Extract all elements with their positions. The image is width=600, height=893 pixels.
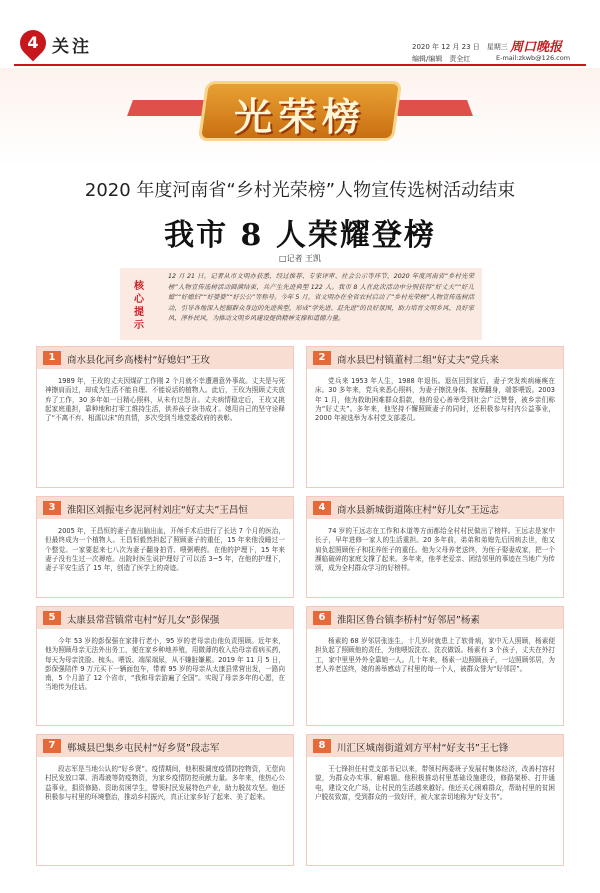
story-number: 4 [313,501,331,515]
core-tips-label: 核心提示 [134,281,144,331]
story-head [307,607,563,629]
story-head [37,735,293,757]
story-body: 2005 年，王昌恒的妻子查出脑出血，开颅手术后进行了长达 7 个月的医治，但最终成为一个植物人。王昌恒毅然担起了照顾妻子的重任，15 年来他没睡过一个整觉。一家要起来七八次为妻子翻身拍背、喂粥喂药。在他的护理下，15 年来妻子没有生过一次褥疮。出院时医生说护理好了可以活 3~5 年，在他的护理下，妻子平安生活了 15 年，创造了医学上的奇迹。 [45,527,285,573]
story-title: 郸城县巴集乡屯民村“好乡贤”段志军 [67,743,220,754]
story-head [37,497,293,519]
glory-title: 光荣榜 [233,94,366,139]
story-head [37,347,293,369]
story-title: 淮阳区刘振屯乡泥河村刘庄“好丈夫”王昌恒 [67,505,248,516]
core-tips-text: 12 月 21 日，记者从市文明办获悉，经过推荐、专家评审、社会公示等环节，2020 年度河南省“乡村光荣榜”人物宣传选树活动圆满结束，共产生先进典型 122 人。我市 8 人在此次活动中分别获得“好丈夫”“好儿媳”“好媳妇”“好婆婆”“好公公”等称号。今年 5 月，省文明办在全省农村启动了“乡村光荣榜”人物宣传选树活动，引导各地深入挖掘群众身边的先进典型，形成“学先进、赶先进”的良好氛围，助力培育文明乡风、良好家风、淳朴民风，为推动文明乡风建设提供精神支撑和道德力量。 [168,273,474,322]
story-card-8 [306,734,564,866]
story-body: 今年 53 岁的彭保强在家排行老小，95 岁的老母亲由他负责照顾。近年来，他为照顾母亲无法外出务工，便在家乡种地养殖，用微薄的收入给母亲看病买药，每天为母亲洗脸、梳头、喂饭、端屎端尿，从不嫌脏嫌累。2019 年 11 月 5 日，彭保强陪伴 9 万元买下一辆面包车，带着 95 岁的母亲从太康县常营出发，一路向南，5 个月游了 12 个省市，“我和母亲游遍了全国”。实现了母亲多年的心愿，在当地传为佳话。 [45,637,285,692]
email-address: E-mail:zkwb@126.com [496,54,571,62]
editor-line: 编辑/编辑 责全红 [412,55,471,63]
story-head [307,497,563,519]
story-number: 6 [313,611,331,625]
story-card-5 [36,606,294,726]
ribbon-right [392,100,473,116]
byline: □记者 王凯 [278,254,322,263]
story-card-3 [36,496,294,598]
page-number: 4 [27,33,39,52]
story-title: 川汇区城南街道刘方平村“好支书”王七锋 [337,743,509,754]
story-title: 淮阳区鲁台镇李桥村“好邻居”杨素 [337,615,480,626]
story-number: 3 [43,501,61,515]
headline: 我市 8 人荣耀登榜 [164,218,436,253]
glory-banner [205,80,395,144]
paper-logo: 周口晚报 [510,40,563,55]
story-body: 杨素的 68 岁邻居张连生，十几岁时就患上了软骨病，家中无人照顾，杨素便担负起了照顾他的责任，为他喂饭洗衣、洗衣做饭。杨素有 3 个孩子，丈夫在外打工，家中里里外外全靠她一人。几十年来，杨素一边照顾孩子，一边照顾邻居，为老人养老送终，她的善举感动了村里的每一个人，被群众誉为“好邻居”。 [315,637,555,673]
story-title: 商水县化河乡高楼村“好媳妇”王玫 [67,355,210,366]
story-number: 8 [313,739,331,753]
story-card-7 [36,734,294,866]
story-title: 商水县巴村镇董村二组“好丈夫”党兵来 [337,355,499,366]
story-body: 74 岁的王远志在工作和本道等方面都给全村村民做出了榜样。王远志是家中长子，早年进修一家人的生活重担。20 多年前，弟弟和弟媳先后因病去世，他又肩负起照顾侄子和抚养侄子的重任。他为父母养老送终，为侄子娶妻成家，把一个濒临破碎的家庭支撑了起来。多年来，他孝老爱亲、团结邻里的事迹在当地广为传颂，成为全村群众学习的好榜样。 [315,527,555,573]
subtitle: 2020 年度河南省“乡村光荣榜”人物宣传选树活动结束 [84,180,516,201]
story-body: 王七锋担任村党支部书记以来，带领村两委班子发展村集体经济，改善村容村貌，为群众办实事、解难题。他积极推动村里基础设施建设，修路架桥、打井通电，建设文化广场，让村民的生活越来越好。他还关心困难群众，帮助村里的贫困户脱贫致富，受到群众的一致好评，被大家亲切地称为“好支书”。 [315,765,555,801]
story-card-2 [306,346,564,488]
story-body: 党兵来 1953 年人生，1988 年退伍。退伍回到家后，妻子突发疾病瘫痪在床。30 多年来，党兵来悉心照料，为妻子擦洗身体、按摩翻身，端茶喂饭。2003 年 1 月，他为救助困难群众捐款，他的爱心善举受到社会广泛赞誉，被乡亲们称为“好丈夫”。多年来，他坚持不懈照顾妻子的同时，还积极参与村内公益事业，2000 年被选举为本村党支部委员。 [315,377,555,423]
story-body: 段志军是当地公认的“好乡贤”。疫情期间，他积极调度疫情防控物资，无偿向村民发放口罩、消毒液等防疫物资，为家乡疫情防控贡献力量。多年来，他热心公益事业，捐资修路、资助贫困学生，带领村民发展特色产业，助力脱贫攻坚。他还积极参与村里的环境整治，推动乡村振兴，真正让家乡好了起来、美了起来。 [45,765,285,801]
header-divider [14,64,586,66]
section-title: 关注 [52,37,92,57]
story-title: 太康县常营镇常屯村“好儿女”彭保强 [67,615,220,626]
story-number: 1 [43,351,61,365]
story-card-6 [306,606,564,726]
story-number: 2 [313,351,331,365]
story-card-4 [306,496,564,598]
story-head [307,735,563,757]
story-card-1 [36,346,294,488]
story-head [37,607,293,629]
story-number: 7 [43,739,61,753]
story-body: 1989 年，王玫的丈夫因煤矿工作刚 2 个月就不幸遭遇意外事故。丈夫是与死神擦肩而过，却成为生活不能自理、不能说话的植物人。此后，王玫为照顾丈夫放弃了工作，30 多年如一日精心照料，从未有过怨言。丈夫病情稳定后，王玫又挑起家庭重担，靠种地和打零工维持生活，供养孩子读书成才。她用自己的坚守诠释了“不离不弃、相濡以沫”的真情，多次受到当地党委政府的表彰。 [45,377,285,423]
page-header [0,0,600,64]
issue-date: 2020 年 12 月 23 日 星期三 [412,43,508,51]
story-head [307,347,563,369]
story-number: 5 [43,611,61,625]
story-title: 商水县新城街道陈庄村“好儿女”王远志 [337,505,499,516]
ribbon-left [127,100,208,116]
